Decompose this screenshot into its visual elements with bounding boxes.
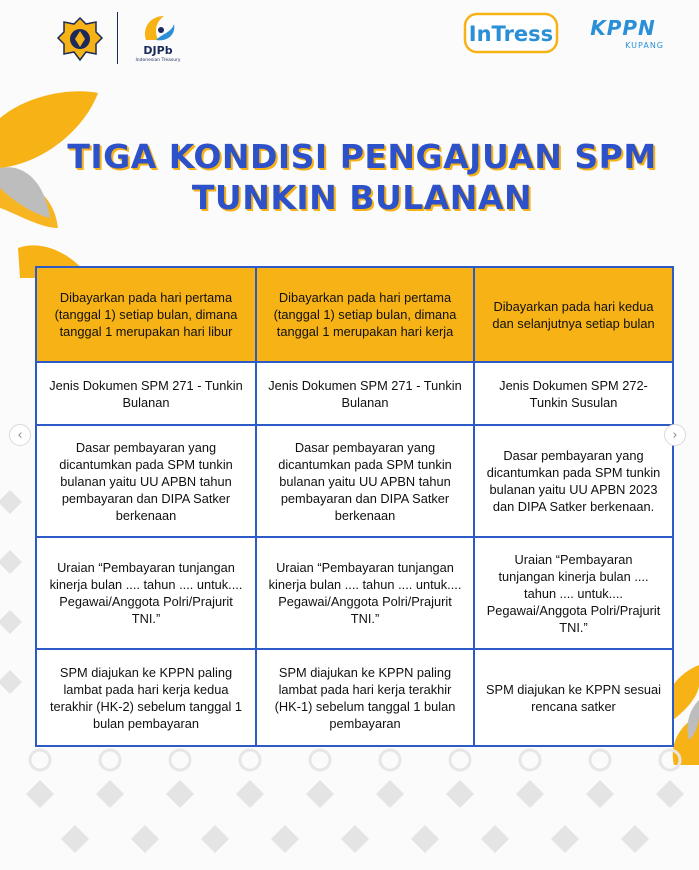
kemenkeu-logo (56, 16, 104, 62)
table-header-cell: Dibayarkan pada hari pertama (tanggal 1) setiap bulan, dimana tanggal 1 merupakan hari libur (37, 268, 257, 363)
carousel-prev-button[interactable] (9, 424, 31, 446)
table-cell: Jenis Dokumen SPM 271 - Tunkin Bulanan (37, 363, 257, 426)
table-cell: Dasar pembayaran yang dicantumkan pada SPM tunkin bulanan yaitu UU APBN tahun pembayaran dan DIPA Satker berkenaan (257, 426, 475, 538)
table-cell: SPM diajukan ke KPPN sesuai rencana satker (475, 650, 672, 745)
title-line-1: TIGA KONDISI PENGAJUAN SPM (67, 137, 657, 176)
djpb-logo-subtext: Indonesian Treasury (135, 58, 181, 63)
intress-logo (463, 12, 559, 54)
title-line-2: TUNKIN BULANAN (191, 178, 533, 217)
logo-divider (117, 12, 118, 64)
table-cell: Uraian “Pembayaran tunjangan kinerja bulan .... tahun .... untuk.... Pegawai/Anggota Polri/Prajurit TNI.” (37, 538, 257, 650)
djpb-logo-text: DJPb (143, 44, 173, 57)
table-cell: Dasar pembayaran yang dicantumkan pada SPM tunkin bulanan yaitu UU APBN 2023 dan DIPA Satker berkenaan. (475, 426, 672, 538)
djpb-logo (128, 12, 188, 66)
kppn-kupang-logo (582, 14, 664, 54)
kppn-logo-text: KPPN (590, 16, 656, 40)
intress-logo-text: InTress (468, 22, 554, 46)
table-cell: SPM diajukan ke KPPN paling lambat pada hari kerja kedua terakhir (HK-2) sebelum tanggal 1 bulan pembayaran (37, 650, 257, 745)
chevron-left-icon: ‹ (17, 428, 23, 443)
djpb-emblem-icon (128, 12, 188, 44)
table-cell: Uraian “Pembayaran tunjangan kinerja bulan .... tahun .... untuk.... Pegawai/Anggota Polri/Prajurit TNI.” (475, 538, 672, 650)
table-cell: Dasar pembayaran yang dicantumkan pada SPM tunkin bulanan yaitu UU APBN tahun pembayaran dan DIPA Satker berkenaan (37, 426, 257, 538)
kppn-logo-subtext: KUPANG (625, 41, 664, 50)
table-header-cell: Dibayarkan pada hari pertama (tanggal 1) setiap bulan, dimana tanggal 1 merupakan hari kerja (257, 268, 475, 363)
page-title (60, 136, 664, 218)
table-header-cell: Dibayarkan pada hari kedua dan selanjutnya setiap bulan (475, 268, 672, 363)
table-cell: SPM diajukan ke KPPN paling lambat pada hari kerja terakhir (HK-1) sebelum tanggal 1 bulan pembayaran (257, 650, 475, 745)
table-cell: Jenis Dokumen SPM 272- Tunkin Susulan (475, 363, 672, 426)
table-cell: Jenis Dokumen SPM 271 - Tunkin Bulanan (257, 363, 475, 426)
carousel-next-button[interactable] (664, 424, 686, 446)
table-cell: Uraian “Pembayaran tunjangan kinerja bulan .... tahun .... untuk.... Pegawai/Anggota Polri/Prajurit TNI.” (257, 538, 475, 650)
conditions-table (35, 266, 674, 747)
chevron-right-icon: › (672, 428, 678, 443)
